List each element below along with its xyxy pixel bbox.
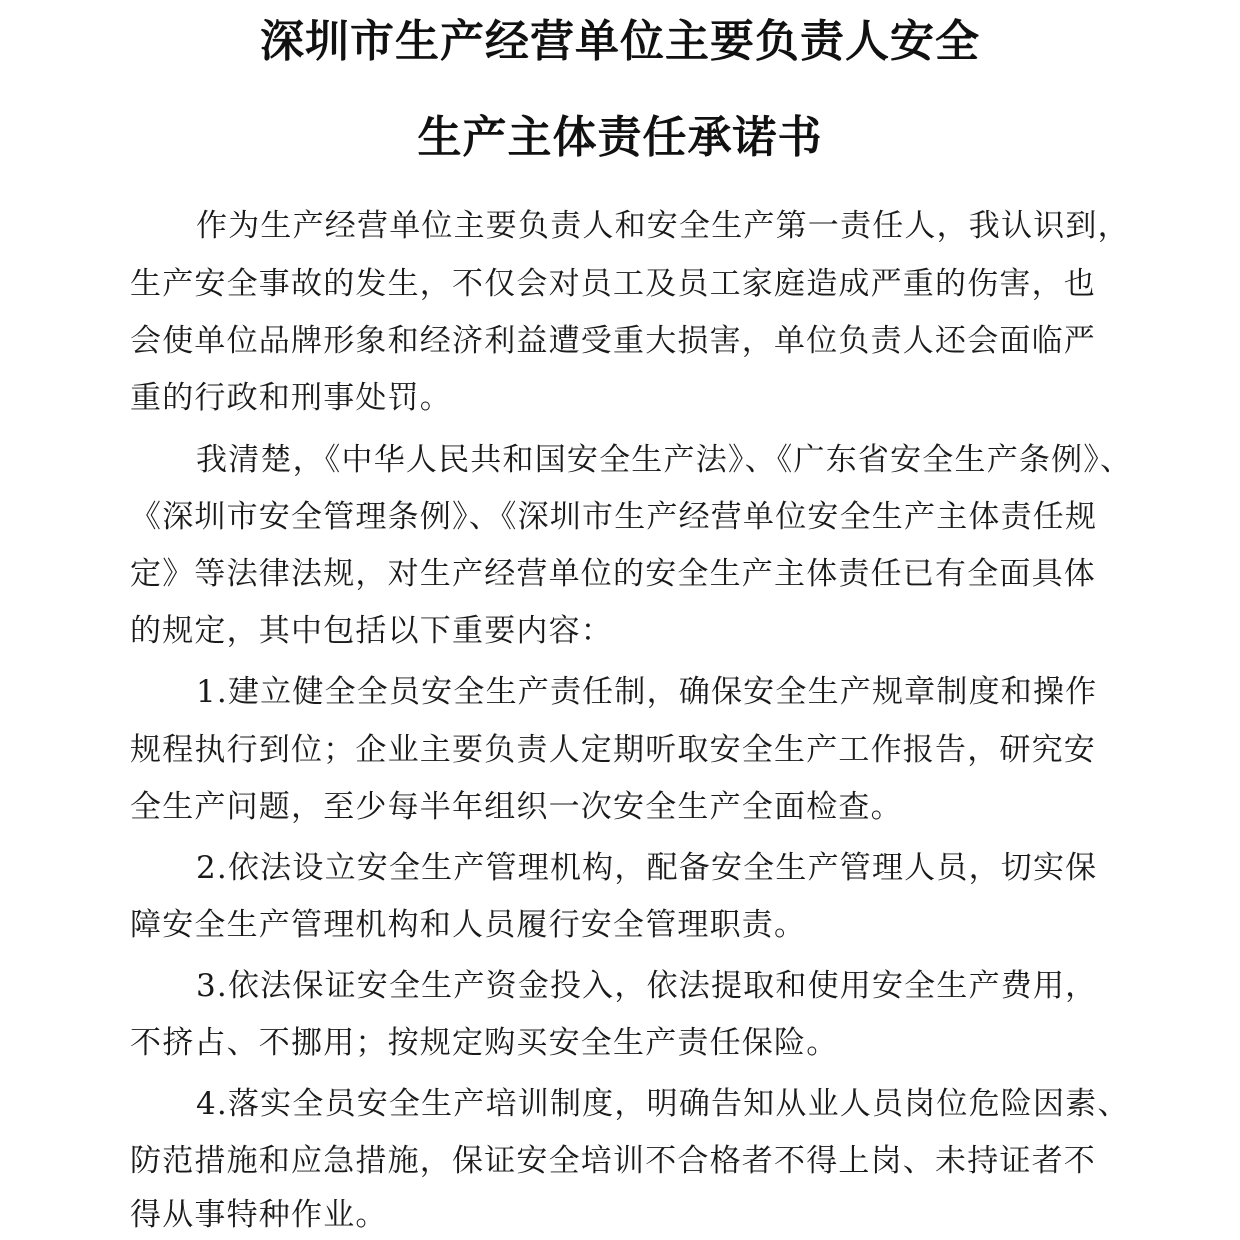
paragraph-1-line-2: 生产安全事故的发生，不仅会对员工及员工家庭造成严重的伤害，也 xyxy=(130,266,1096,302)
item-1-line-3: 全生产问题，至少每半年组织一次安全生产全面检查。 xyxy=(130,789,903,825)
document-title-line-2: 生产主体责任承诺书 xyxy=(417,112,823,163)
paragraph-1-line-1: 作为生产经营单位主要负责人和安全生产第一责任人，我认识到， xyxy=(196,208,1130,244)
item-2-line-2: 障安全生产管理机构和人员履行安全管理职责。 xyxy=(130,907,807,943)
paragraph-2-line-4: 的规定，其中包括以下重要内容： xyxy=(130,613,613,649)
paragraph-2-line-2: 《深圳市安全管理条例》、《深圳市生产经营单位安全生产主体责任规 xyxy=(130,499,1098,535)
item-1-line-2: 规程执行到位；企业主要负责人定期听取安全生产工作报告，研究安 xyxy=(130,732,1096,768)
item-2-line-1: 2.依法设立安全生产管理机构，配备安全生产管理人员，切实保 xyxy=(196,850,1098,886)
document-title-line-1: 深圳市生产经营单位主要负责人安全 xyxy=(260,16,980,67)
paragraph-1-line-3: 会使单位品牌形象和经济利益遭受重大损害，单位负责人还会面临严 xyxy=(130,323,1096,359)
item-3-line-2: 不挤占、不挪用；按规定购买安全生产责任保险。 xyxy=(130,1025,839,1061)
item-3-line-1: 3.依法保证安全生产资金投入，依法提取和使用安全生产费用， xyxy=(196,968,1098,1004)
paragraph-2-line-3: 定》等法律法规，对生产经营单位的安全生产主体责任已有全面具体 xyxy=(130,556,1096,592)
paragraph-1-line-4: 重的行政和刑事处罚。 xyxy=(130,380,452,416)
paragraph-2-line-1: 我清楚，《中华人民共和国安全生产法》、《广东省安全生产条例》、 xyxy=(196,442,1133,478)
item-4-line-1: 4.落实全员安全生产培训制度，明确告知从业人员岗位危险因素、 xyxy=(196,1086,1130,1122)
item-4-line-3: 得从事特种作业。 xyxy=(130,1197,388,1233)
item-4-line-2: 防范措施和应急措施，保证安全培训不合格者不得上岗、未持证者不 xyxy=(130,1143,1096,1179)
item-1-line-1: 1.建立健全全员安全生产责任制，确保安全生产规章制度和操作 xyxy=(196,674,1098,710)
